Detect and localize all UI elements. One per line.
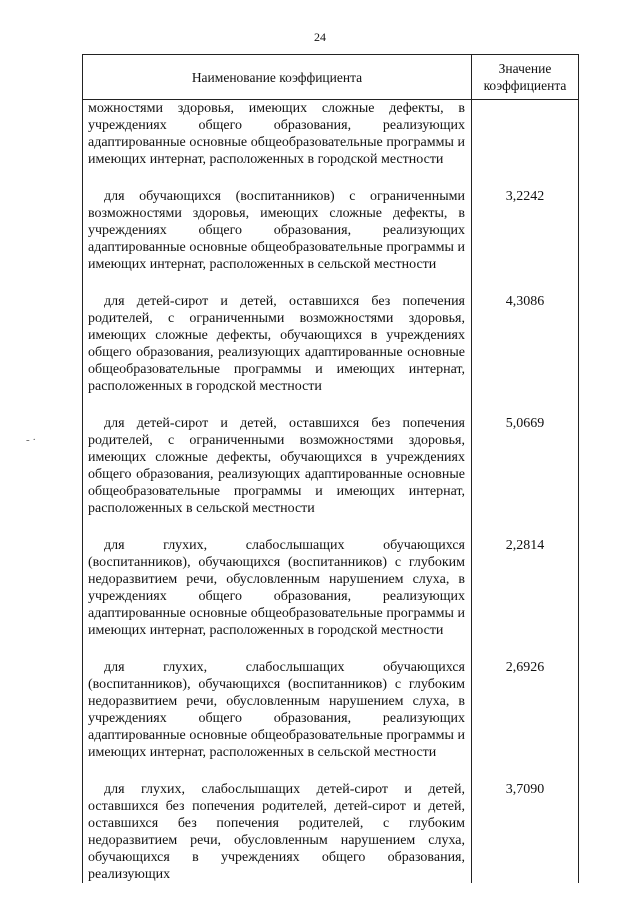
coefficient-value: 5,0669 (472, 415, 579, 537)
table-header-row (83, 55, 579, 100)
coefficient-value: 3,2242 (472, 188, 579, 293)
coefficient-name: можностями здоровья, имеющих сложные дефекты, в учреждениях общего образования, реализующих адаптированные основные общеобразовательные программы и имеющих интернат, расположенных в городской местности (88, 101, 465, 167)
coefficient-value (472, 100, 579, 189)
coefficient-value: 3,7090 (472, 781, 579, 883)
coefficient-name: для глухих, слабослышащих обучающихся (воспитанников), обучающихся (воспитанников) с глубоким недоразвитием речи, обусловленным нарушением слуха, в учреждениях общего образования, реализующих адаптированные основные общеобразовательные программы и имеющих интернат, расположенных в городской местности (88, 538, 465, 638)
table-row (83, 293, 579, 415)
coefficient-name-cell (83, 537, 472, 659)
coefficient-name: для детей-сирот и детей, оставшихся без попечения родителей, с ограниченными возможностями здоровья, имеющих сложные дефекты, обучающихся в учреждениях общего образования, реализующих адаптированные основные общеобразовательные программы и имеющих интернат, расположенных в городской местности (88, 294, 465, 394)
table-row (83, 415, 579, 537)
coefficient-name: для глухих, слабослышащих детей-сирот и детей, оставшихся без попечения родителей, детей-сирот и детей, оставшихся без попечения родителей, с глубоким недоразвитием речи, обусловленным нарушением слуха, обучающихся в учреждениях общего образования, реализующих (88, 782, 465, 882)
header-coefficient-value (472, 55, 579, 100)
coefficient-name-cell (83, 659, 472, 781)
header-coefficient-name: Наименование коэффициента (83, 55, 472, 100)
coefficient-value: 4,3086 (472, 293, 579, 415)
coefficient-table (82, 54, 579, 883)
coefficient-name-cell (83, 781, 472, 883)
coefficient-name-cell (83, 100, 472, 189)
coefficient-name: для глухих, слабослышащих обучающихся (воспитанников), обучающихся (воспитанников) с глубоким недоразвитием речи, обусловленным нарушением слуха, в учреждениях общего образования, реализующих адаптированные основные общеобразовательные программы и имеющих интернат, расположенных в сельской местности (88, 660, 465, 760)
coefficient-name-cell (83, 293, 472, 415)
table-row (83, 100, 579, 189)
coefficient-value: 2,6926 (472, 659, 579, 781)
header-value-line1: Значение (498, 61, 552, 76)
header-value-line2: коэффициента (483, 78, 567, 93)
coefficient-value: 2,2814 (472, 537, 579, 659)
coefficient-name: для детей-сирот и детей, оставшихся без попечения родителей, с ограниченными возможностями здоровья, имеющих сложные дефекты, обучающихся в учреждениях общего образования, реализующих адаптированные основные общеобразовательные программы и имеющих интернат, расположенных в сельской местности (88, 416, 465, 516)
coefficient-name-cell (83, 188, 472, 293)
coefficient-name: для обучающихся (воспитанников) с ограниченными возможностями здоровья, имеющих сложные дефекты, в учреждениях общего образования, реализующих адаптированные основные общеобразовательные программы и имеющих интернат, расположенных в сельской местности (88, 189, 465, 272)
table-row (83, 537, 579, 659)
scan-artifact-mark: - · (26, 434, 37, 446)
table-row (83, 659, 579, 781)
coefficient-name-cell (83, 415, 472, 537)
table-row (83, 188, 579, 293)
page-number: 24 (314, 30, 326, 44)
table-row (83, 781, 579, 883)
